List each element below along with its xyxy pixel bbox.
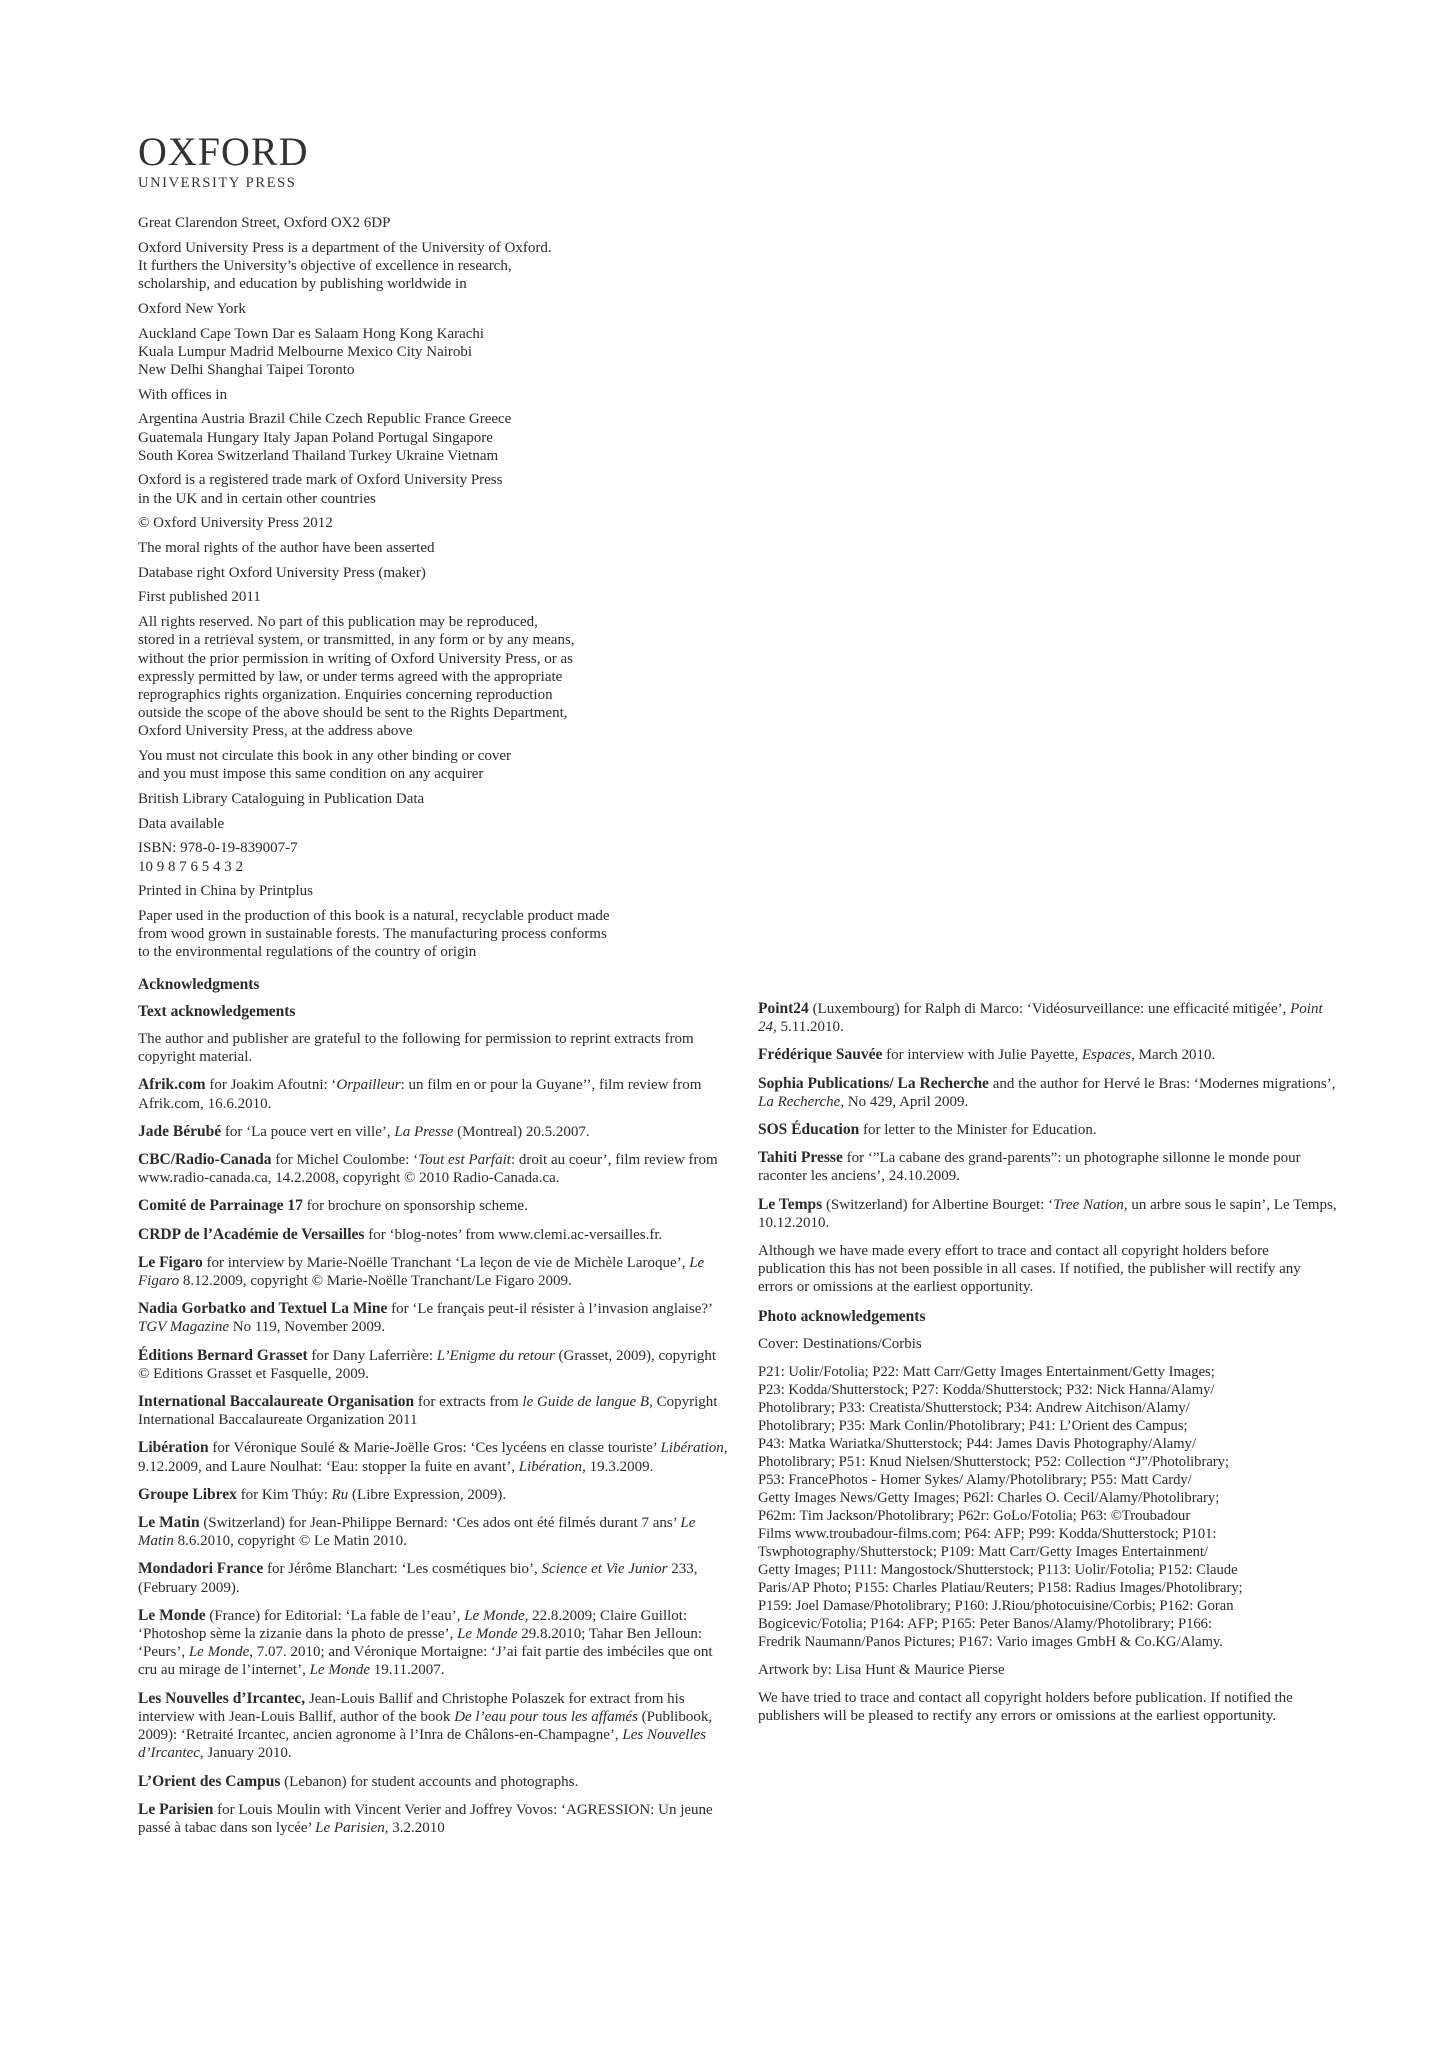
entry-source-name: SOS Éducation xyxy=(758,1121,860,1139)
entry-source-name: Le Parisien xyxy=(138,1800,214,1818)
entry-text: , 22.8.2009; Claire Guillot: ‘Photoshop sème la zizanie dans la photo de presse’, xyxy=(138,1607,688,1643)
imprint-line: Auckland Cape Town Dar es Salaam Hong Kong Karachi Kuala Lumpur Madrid Melbourne Mexico City Nairobi New Delhi Shanghai Taipei Toronto xyxy=(138,325,485,378)
imprint-line: You must not circulate this book in any other binding or cover and you must impose this same condition on any acquirer xyxy=(138,748,512,783)
imprint-line: With offices in xyxy=(138,386,228,403)
entry-publication-title: Espaces xyxy=(1081,1047,1132,1064)
copyright-trace-note: We have tried to trace and contact all copyright holders before publication. If notified the publishers will be pleased to rectify any errors or omissions at the earliest opportunity. xyxy=(758,1690,1293,1725)
entry-publication-title: La Recherche xyxy=(758,1093,841,1110)
entry-text: , un arbre sous le sapin’, Le Temps, 10.12.2010. xyxy=(758,1196,1337,1231)
entry-source-name: Comité de Parrainage 17 xyxy=(138,1197,303,1215)
entry-text: for ‘blog-notes’ from www.clemi.ac-versailles.fr. xyxy=(364,1226,663,1243)
imprint-line: All rights reserved. No part of this publication may be reproduced, stored in a retrieval system, or transmitted, in any form or by any means, without the prior permission in writing of Oxford University Press, or as expressly permitted by law, or under terms agreed with the appropriate reprographics rights organization. Enquiries concerning reproduction outside the scope of the above should be sent to the Rights Department, Oxford University Press, at the address above xyxy=(138,614,575,740)
imprint-line: Oxford University Press is a department of the University of Oxford. It furthers the University’s objective of excellence in research, scholarship, and education by publishing worldwide in xyxy=(138,239,552,293)
entry-publication-title: Point 24 xyxy=(758,1001,1323,1036)
entry-source-name: Frédérique Sauvée xyxy=(758,1046,883,1064)
photo-credits-list: P21: Uolir/Fotolia; P22: Matt Carr/Getty Images Entertainment/Getty Images; P23: Kodda/Shutterstock; P27: Kodda/Shutterstock; P32: Nick Hanna/Alamy/ Photolibrary; P33: Creatista/Shutterstock; P34: Andrew Aitchison/Alamy/ Photolibrary; P35: Mark Conlin/Photolibrary; P41: L’Orient des Campus; P43: Matka Wariatka/Shutterstock; P44: James Davis Photography/Alamy/ Photolibrary; P51: Knud Nielsen/Shutterstock; P52: Collection “J”/Photolibrary; P53: FrancePhotos - Homer Sykes/ Alamy/Photolibrary; P55: Matt Cardy/ Getty Images News/Getty Images; P62l: Charles O. Cecil/Alamy/Photolibrary; P62m: Tim Jackson/Photolibrary; P62r: GoLo/Fotolia; P63: ©Troubadour Films www.troubadour-films.com; P64: AFP; P99: Kodda/Shutterstock; P101: Tswphotography/Shutterstock; P109: Matt Carr/Getty Images Entertainment/ Getty Images; P111: Mangostock/Shutterstock; P113: Uolir/Fotolia; P152: Claude Paris/AP Photo; P155: Charles Platiau/Reuters; P158: Radius Images/Photolibrary; P159: Joel Damase/Photolibrary; P160: J.Riou/photocuisine/Corbis; P162: Goran Bogicevic/Fotolia; P164: AFP; P165: Peter Banos/Alamy/Photolibrary; P166: Fredrik Naumann/Panos Pictures; P167: Vario images GmbH & Co.KG/Alamy. xyxy=(758,1363,1243,1650)
entry-text: (France) for Editorial: ‘La fable de l’eau’, xyxy=(205,1607,465,1624)
entry-source-name: Le Monde xyxy=(138,1606,206,1624)
acknowledgement-entry xyxy=(138,1123,728,1141)
entry-publication-title: La Presse xyxy=(394,1123,454,1140)
entry-text: 8.6.2010, copyright © Le Matin 2010. xyxy=(173,1533,407,1550)
entry-publication-title: Tout est Parfait xyxy=(418,1152,511,1169)
acknowledgement-entry xyxy=(758,1121,1338,1139)
entry-source-name: Les Nouvelles d’Ircantec, xyxy=(138,1689,306,1707)
imprint-line: ISBN: 978-0-19-839007-7 10 9 8 7 6 5 4 3 2 xyxy=(138,840,298,875)
left-entries-list xyxy=(138,1076,728,1837)
acknowledgement-entry xyxy=(138,1439,728,1475)
imprint-block xyxy=(138,214,758,968)
entry-publication-title: Le Monde xyxy=(309,1662,370,1679)
entry-text: for Dany Laferrière: xyxy=(307,1347,437,1364)
entry-source-name: Mondadori France xyxy=(138,1560,264,1578)
entry-text: Jean-Louis Ballif and Christophe Polaszek for extract from his interview with Jean-Louis Ballif, author of the book xyxy=(138,1690,685,1725)
entry-source-name: Tahiti Presse xyxy=(758,1149,843,1167)
entry-text: for Joakim Afoutni: ‘ xyxy=(205,1077,337,1094)
entry-text: and the author for Hervé le Bras: ‘Modernes migrations’, xyxy=(988,1075,1336,1092)
imprint-line: Oxford is a registered trade mark of Oxford University Press in the UK and in certain other countries xyxy=(138,472,503,507)
although-note: Although we have made every effort to trace and contact all copyright holders before publication this has not been possible in all cases. If notified, the publisher will rectify any errors or omissions at the earliest opportunity. xyxy=(758,1243,1301,1296)
acknowledgement-entry xyxy=(138,1486,728,1504)
entry-source-name: Éditions Bernard Grasset xyxy=(138,1346,308,1364)
entry-text: for Louis Moulin with Vincent Verier and Joffrey Vovos: ‘AGRESSION: Un jeune passé à tabac dans son lycée’ xyxy=(138,1801,713,1836)
entry-text: No 119, November 2009. xyxy=(228,1319,386,1336)
entry-text: (Grasset, 2009), copyright © Editions Grasset et Fasquelle, 2009. xyxy=(138,1347,717,1382)
entry-publication-title: Le Matin xyxy=(138,1515,696,1550)
logo-subtitle: UNIVERSITY PRESS xyxy=(138,175,297,191)
entry-publication-title: le Guide de langue B xyxy=(522,1394,650,1411)
entry-publication-title: Le Monde xyxy=(464,1607,525,1624)
entry-text: , No 429, April 2009. xyxy=(840,1093,969,1110)
imprint-line: Database right Oxford University Press (maker) xyxy=(138,564,426,581)
entry-source-name: Jade Bérubé xyxy=(138,1122,222,1140)
entry-source-name: Nadia Gorbatko and Textuel La Mine xyxy=(138,1300,388,1318)
entry-text: 233, (February 2009). xyxy=(138,1561,698,1596)
acknowledgments-heading: Acknowledgments xyxy=(138,976,260,993)
entry-publication-title: Ru xyxy=(331,1486,349,1503)
entry-text: for Véronique Soulé & Marie-Joëlle Gros: ‘Ces lycéens en classe touriste’ xyxy=(208,1440,661,1457)
entry-publication-title: L’Enigme du retour xyxy=(436,1347,555,1364)
acknowledgement-entry xyxy=(138,1226,728,1244)
acknowledgement-entry xyxy=(138,1393,728,1429)
entry-text: (Luxembourg) for Ralph di Marco: ‘Vidéosurveillance: une efficacité mitigée’, xyxy=(808,1001,1291,1017)
logo-wordmark: OXFORD xyxy=(138,129,309,174)
entry-text: 8.12.2009, copyright © Marie-Noëlle Tranchant/Le Figaro 2009. xyxy=(179,1273,572,1290)
entry-text: (Switzerland) for Jean-Philippe Bernard: ‘Ces ados ont été filmés durant 7 ans’ xyxy=(199,1515,681,1532)
entry-publication-title: Le Parisien xyxy=(315,1819,385,1836)
acknowledgement-entry xyxy=(138,1514,728,1550)
right-entries-list xyxy=(758,1000,1338,1232)
entry-source-name: International Baccalaureate Organisation xyxy=(138,1393,415,1411)
entry-text: for interview by Marie-Noëlle Tranchant ‘La leçon de vie de Michèle Laroque’, xyxy=(202,1254,690,1271)
entry-text: , 7.07. 2010; and Véronique Mortaigne: ‘J’ai fait partie des imbéciles que ont cru au mirage de l’internet’, xyxy=(138,1644,713,1679)
photo-acknowledgements-heading: Photo acknowledgements xyxy=(758,1307,926,1325)
acknowledgement-entry xyxy=(138,1076,728,1112)
acknowledgement-entry xyxy=(138,1254,728,1290)
imprint-line: Paper used in the production of this book is a natural, recyclable product made from wood grown in sustainable forests. The manufacturing process conforms to the environmental regulations of the country of origin xyxy=(138,908,610,961)
entry-text: : droit au coeur’, film review from www.radio-canada.ca, 14.2.2008, copyright © 2010 Radio-Canada.ca. xyxy=(138,1152,718,1187)
entry-source-name: Sophia Publications/ La Recherche xyxy=(758,1074,989,1092)
entry-publication-title: Libération xyxy=(518,1458,583,1475)
acknowledgement-entry xyxy=(138,1607,728,1680)
acknowledgement-entry xyxy=(758,1075,1338,1111)
entry-publication-title: TGV Magazine xyxy=(138,1319,229,1336)
imprint-line: © Oxford University Press 2012 xyxy=(138,515,333,532)
acknowledgement-entry xyxy=(138,1347,728,1383)
entry-source-name: Groupe Librex xyxy=(138,1485,237,1503)
imprint-line: Great Clarendon Street, Oxford OX2 6DP xyxy=(138,215,391,231)
artwork-credit: Artwork by: Lisa Hunt & Maurice Pierse xyxy=(758,1661,1005,1678)
entry-text: , March 2010. xyxy=(1131,1047,1216,1064)
entry-source-name: Le Matin xyxy=(138,1514,200,1532)
entry-text: , 3.2.2010 xyxy=(384,1819,445,1836)
entry-text: , 19.3.2009. xyxy=(582,1458,654,1475)
acknowledgement-entry xyxy=(758,1196,1338,1232)
entry-source-name: L’Orient des Campus xyxy=(138,1772,281,1790)
acknowledgement-entry xyxy=(138,1300,728,1336)
entry-text: (Lebanon) for student accounts and photographs. xyxy=(280,1773,579,1790)
entry-publication-title: Libération xyxy=(660,1440,724,1457)
imprint-line: The moral rights of the author have been asserted xyxy=(138,540,435,557)
entry-text: (Publibook, 2009): ‘Retraité Ircantec, ancien agronome à l’Inra de Châlons-en-Champagne’, xyxy=(138,1708,713,1744)
acknowledgement-entry xyxy=(758,1000,1338,1036)
entry-text: (Montreal) 20.5.2007. xyxy=(453,1123,590,1140)
entry-source-name: CRDP de l’Académie de Versailles xyxy=(138,1225,365,1243)
acknowledgement-entry xyxy=(758,1149,1338,1185)
text-acknowledgements-heading: Text acknowledgements xyxy=(138,1003,296,1020)
entry-text: for ‘”La cabane des grand-parents”: un photographe sillonne le monde pour raconter les anciens’, 24.10.2009. xyxy=(758,1150,1301,1185)
entry-text: 19.11.2007. xyxy=(370,1662,445,1679)
entry-text: for Michel Coulombe: ‘ xyxy=(271,1152,419,1169)
acknowledgement-entry xyxy=(138,1773,728,1791)
entry-text: , 5.11.2010. xyxy=(773,1019,844,1036)
entry-publication-title: De l’eau pour tous les affamés xyxy=(454,1708,638,1725)
acknowledgments-right-column xyxy=(758,1000,1338,1735)
entry-publication-title: Le Monde xyxy=(188,1644,250,1661)
entry-text: : un film en or pour la Guyane’’, film review from Afrik.com, 16.6.2010. xyxy=(138,1077,702,1112)
entry-source-name: CBC/Radio-Canada xyxy=(138,1151,272,1169)
entry-publication-title: Tree Nation xyxy=(1053,1196,1124,1213)
entry-source-name: Point24 xyxy=(758,1000,809,1017)
imprint-line: Oxford New York xyxy=(138,300,246,317)
acknowledgement-entry xyxy=(138,1801,728,1837)
cover-credit: Cover: Destinations/Corbis xyxy=(758,1335,922,1352)
entry-text: for ‘La pouce vert en ville’, xyxy=(221,1123,395,1140)
entry-text: , 9.12.2009, and Laure Noulhat: ‘Eau: stopper la fuite en avant’, xyxy=(138,1440,728,1475)
acknowledgement-entry xyxy=(138,1151,728,1187)
entry-text: for Kim Thúy: xyxy=(236,1486,332,1503)
text-ack-intro: The author and publisher are grateful to the following for permission to reprint extracts from copyright material. xyxy=(138,1031,694,1066)
acknowledgement-entry xyxy=(138,1197,728,1215)
entry-text: for interview with Julie Payette, xyxy=(882,1047,1082,1064)
entry-text: 29.8.2010; Tahar Ben Jelloun: ‘Peurs’, xyxy=(138,1626,702,1661)
entry-publication-title: Orpailleur xyxy=(336,1077,401,1094)
entry-source-name: Le Figaro xyxy=(138,1253,203,1271)
entry-publication-title: Le Figaro xyxy=(138,1254,705,1290)
acknowledgments-left-column xyxy=(138,975,728,1847)
entry-source-name: Afrik.com xyxy=(138,1076,206,1094)
entry-text: for extracts from xyxy=(414,1394,523,1411)
entry-text: (Switzerland) for Albertine Bourget: ‘ xyxy=(822,1196,1054,1213)
imprint-line: Printed in China by Printplus xyxy=(138,883,314,900)
acknowledgement-entry xyxy=(138,1560,728,1596)
entry-text: for ‘Le français peut-il résister à l’invasion anglaise?’ xyxy=(387,1301,712,1318)
entry-text: (Libre Expression, 2009). xyxy=(348,1486,507,1503)
imprint-line: British Library Cataloguing in Publication Data xyxy=(138,790,425,807)
entry-publication-title: Le Monde xyxy=(457,1626,518,1643)
imprint-line: First published 2011 xyxy=(138,589,261,606)
entry-source-name: Libération xyxy=(138,1439,209,1457)
acknowledgement-entry xyxy=(758,1046,1338,1064)
imprint-line: Argentina Austria Brazil Chile Czech Republic France Greece Guatemala Hungary Italy Japan Poland Portugal Singapore South Korea Switzerland Thailand Turkey Ukraine Vietnam xyxy=(138,411,512,464)
entry-publication-title: Science et Vie Junior xyxy=(541,1561,668,1578)
entry-source-name: Le Temps xyxy=(758,1195,823,1213)
entry-text: , January 2010. xyxy=(199,1745,292,1762)
entry-text: for brochure on sponsorship scheme. xyxy=(302,1198,528,1215)
acknowledgement-entry xyxy=(138,1690,728,1763)
publisher-logo xyxy=(138,129,309,192)
entry-text: for letter to the Minister for Education. xyxy=(859,1122,1097,1139)
entry-publication-title: Les Nouvelles d’Ircantec xyxy=(138,1727,707,1762)
entry-text: for Jérôme Blanchart: ‘Les cosmétiques bio’, xyxy=(263,1561,542,1578)
imprint-line: Data available xyxy=(138,815,225,832)
entry-text: , Copyright International Baccalaureate Organization 2011 xyxy=(138,1394,718,1429)
